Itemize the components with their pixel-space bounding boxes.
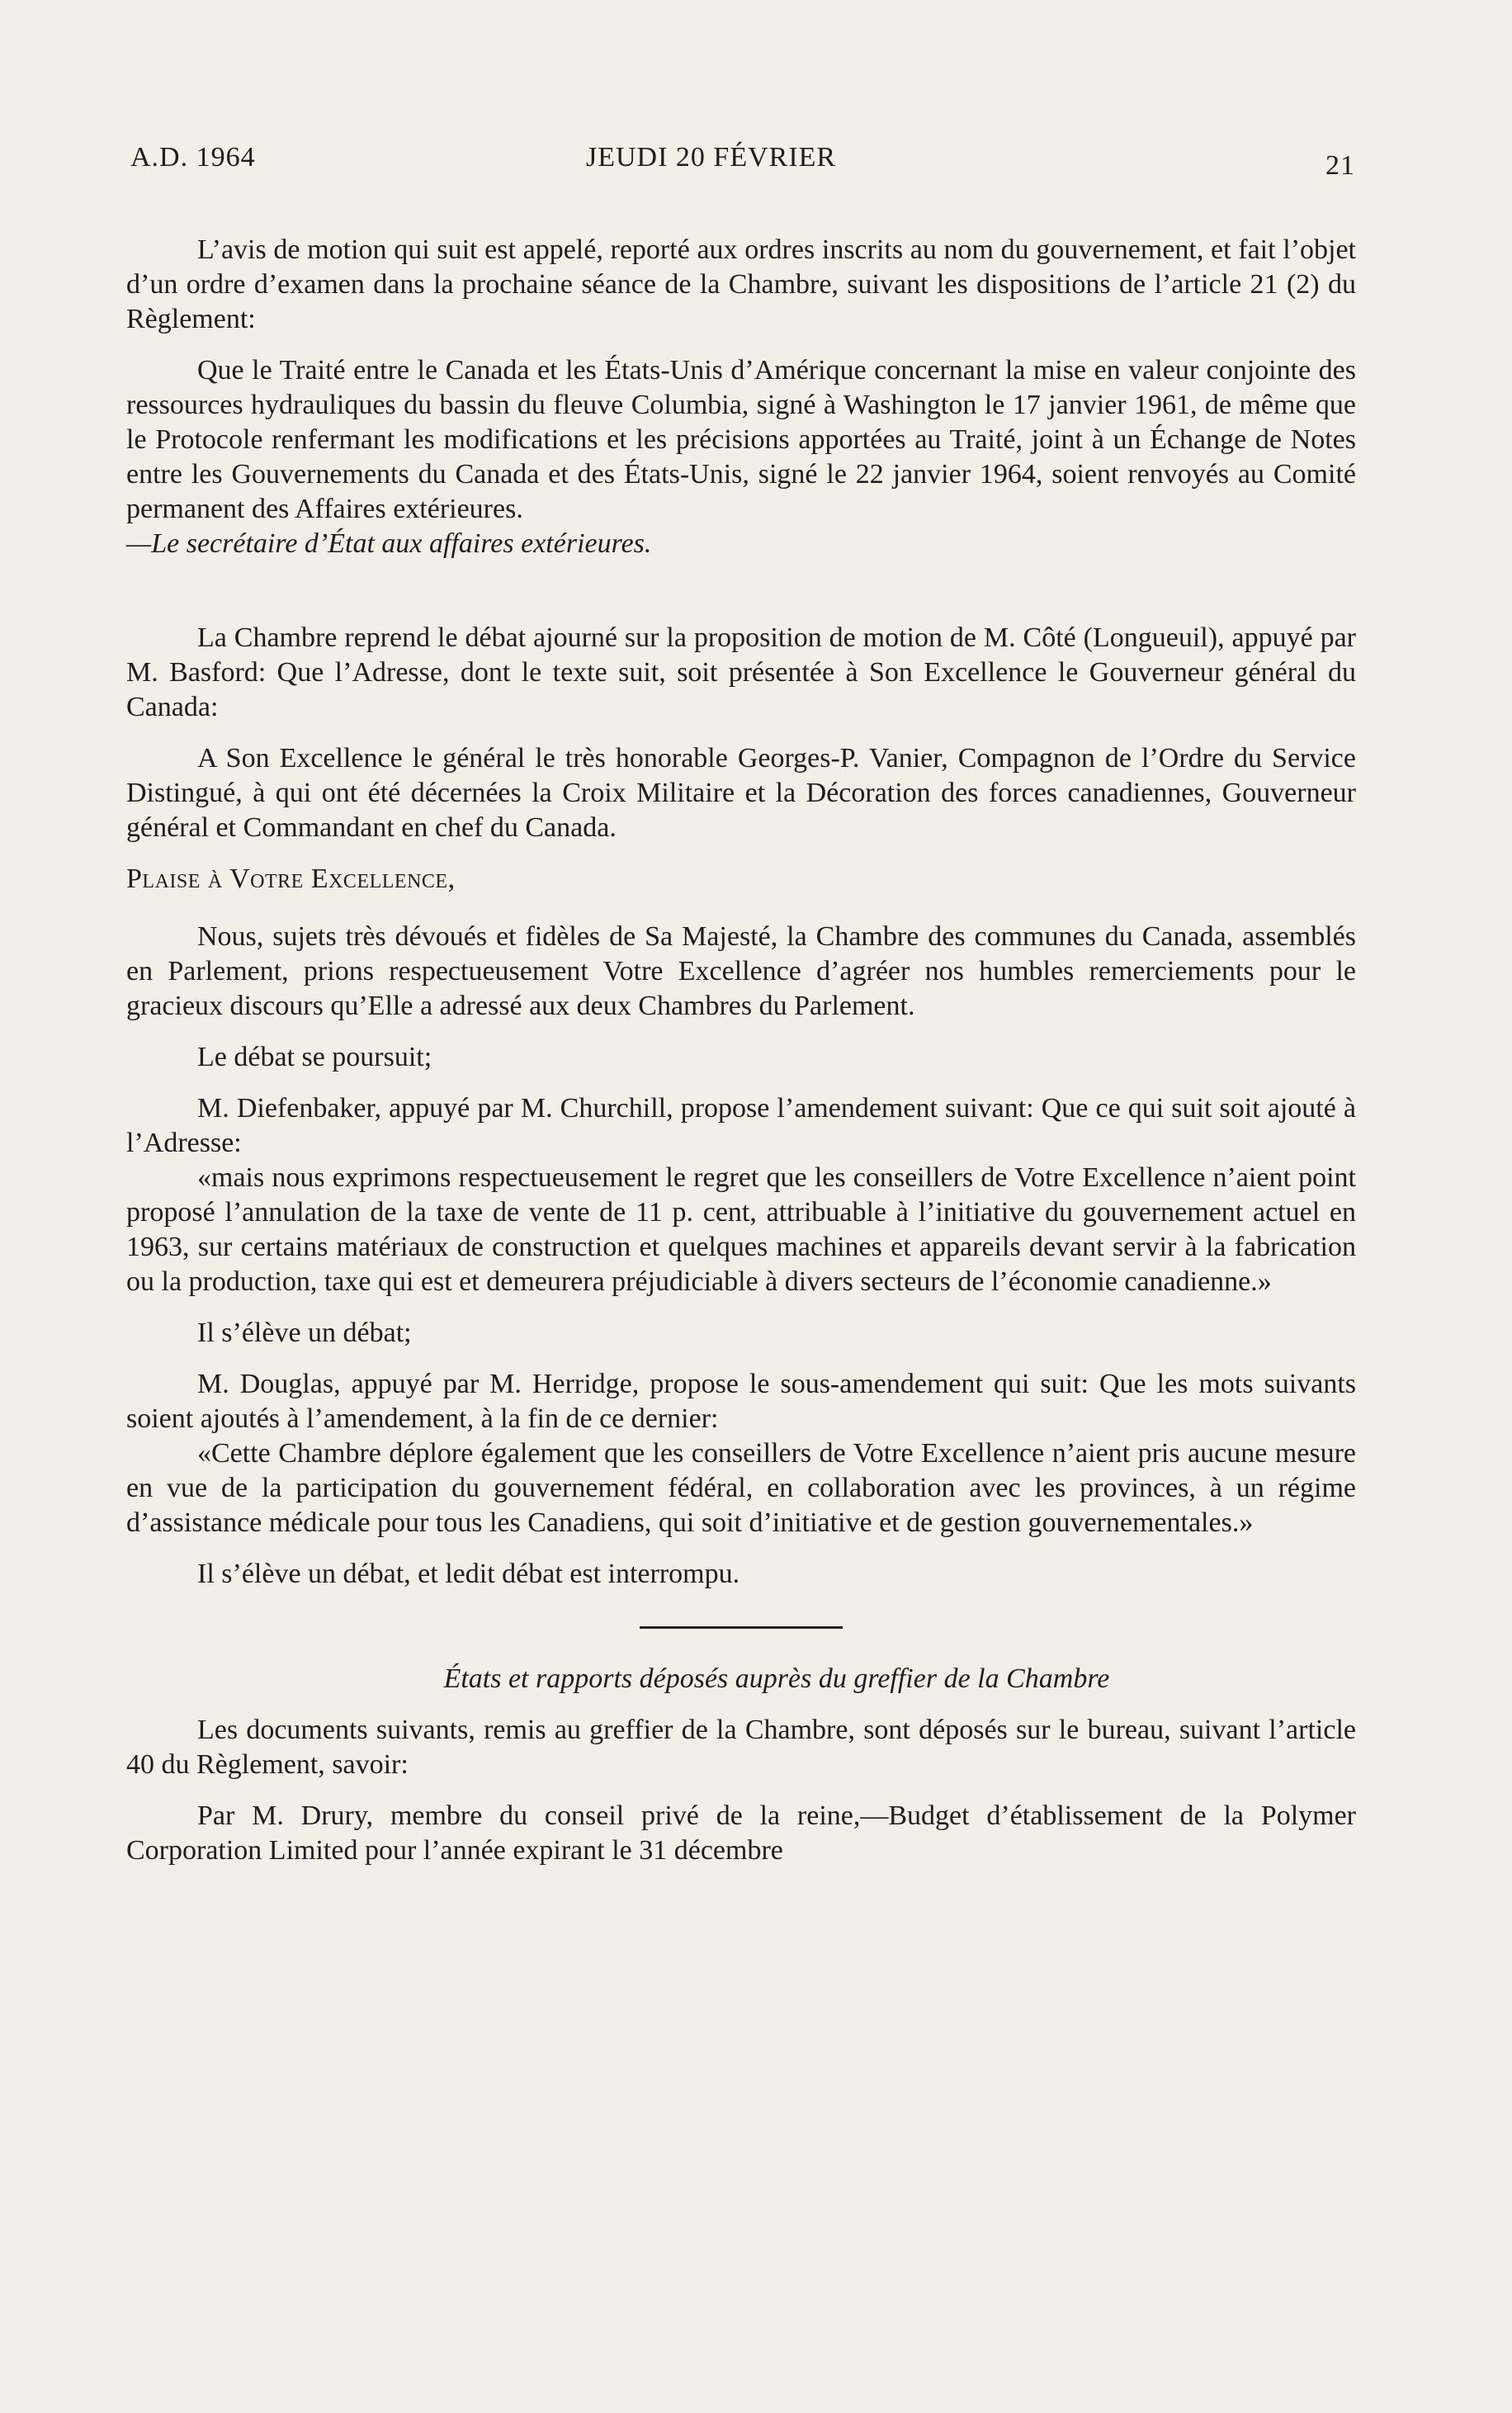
page-number: 21 [1325, 150, 1355, 181]
paragraph-debate-arises: Il s’élève un débat; [197, 1318, 412, 1348]
section-title: États et rapports déposés auprès du greffier de la Chambre [443, 1663, 1110, 1694]
page-content [126, 233, 1356, 1885]
paragraph-subamendment-text: «Cette Chambre déplore également que les conseillers de Votre Excellence n’aient pris aucune mesure en vue de la participation du gouvernement fédéral, en collaboration avec les provinces, à un régime d’assistance médicale pour tous les Canadiens, qui soit d’initiative et de gestion gouvernementales.» [126, 1438, 1356, 1538]
paragraph-debate-continues: Le débat se poursuit; [197, 1042, 432, 1072]
page-header [130, 139, 1355, 180]
paragraph-amendment: M. Diefenbaker, appuyé par M. Churchill, propose l’amendement suivant: Que ce qui suit soit ajouté à l’Adresse: [126, 1093, 1356, 1158]
section-divider [640, 1626, 843, 1629]
paragraph-documents: Les documents suivants, remis au greffier de la Chambre, sont déposés sur le bureau, suivant l’article 40 du Règlement, savoir: [126, 1715, 1356, 1780]
paragraph-subamendment: M. Douglas, appuyé par M. Herridge, propose le sous-amendement qui suit: Que les mots suivants soient ajoutés à l’amendement, à la fin de ce dernier: [126, 1369, 1356, 1434]
paragraph-amendment-text: «mais nous exprimons respectueusement le regret que les conseillers de Votre Excellence n’aient point proposé l’annulation de la taxe de vente de 11 p. cent, attribuable à l’initiative du gouvernement actuel en 1963, sur certains matériaux de construction et quelques machines et appareils devant servir à la fabrication ou la production, taxe qui est et demeurera préjudiciable à divers secteurs de l’économie canadienne.» [126, 1162, 1356, 1297]
header-date: JEUDI 20 FÉVRIER [586, 142, 837, 173]
paragraph-notice-of-motion: L’avis de motion qui suit est appelé, reporté aux ordres inscrits au nom du gouvernement, et fait l’objet d’un ordre d’examen dans la prochaine séance de la Chambre, suivant les dispositions de l’article 21 (2) du Règlement: [126, 234, 1356, 334]
paragraph-drury: Par M. Drury, membre du conseil privé de la reine,—Budget d’établissement de la Polymer Corporation Limited pour l’année expirant le 31 décembre [126, 1800, 1356, 1866]
paragraph-debate-interrupted: Il s’élève un débat, et ledit débat est interrompu. [197, 1559, 740, 1589]
paragraph-debate-resumed: La Chambre reprend le débat ajourné sur la proposition de motion de M. Côté (Longueuil), appuyé par M. Basford: Que l’Adresse, dont le texte suit, soit présentée à Son Excellence le Gouverneur général du Canada: [126, 622, 1356, 722]
paragraph-signature: —Le secrétaire d’État aux affaires extérieures. [126, 528, 652, 559]
paragraph-thanks: Nous, sujets très dévoués et fidèles de Sa Majesté, la Chambre des communes du Canada, assemblés en Parlement, prions respectueusement Votre Excellence d’agréer nos humbles remerciements pour le gracieux discours qu’Elle a adressé aux deux Chambres du Parlement. [126, 921, 1356, 1021]
salutation: Plaise à Votre Excellence, [126, 863, 456, 894]
paragraph-treaty-motion: Que le Traité entre le Canada et les États-Unis d’Amérique concernant la mise en valeur conjointe des ressources hydrauliques du bassin du fleuve Columbia, signé à Washington le 17 janvier 1961, de même que le Protocole renfermant les modifications et les précisions apportées au Traité, joint à un Échange de Notes entre les Gouvernements du Canada et des États-Unis, signé le 22 janvier 1964, soient renvoyés au Comité permanent des Affaires extérieures. [126, 355, 1356, 524]
header-year: A.D. 1964 [130, 142, 256, 173]
paragraph-address: A Son Excellence le général le très honorable Georges-P. Vanier, Compagnon de l’Ordre du Service Distingué, à qui ont été décernées la Croix Militaire et la Décoration des forces canadiennes, Gouverneur général et Commandant en chef du Canada. [126, 743, 1356, 843]
